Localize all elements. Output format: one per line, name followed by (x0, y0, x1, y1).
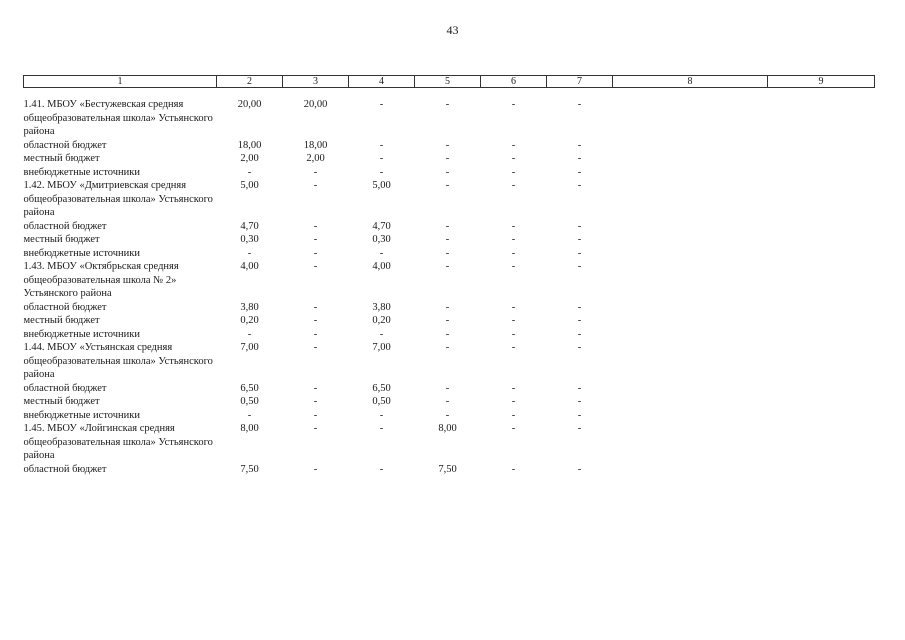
table-row (24, 88, 875, 139)
value-cell (768, 422, 875, 463)
value-cell (613, 220, 768, 234)
value-cell: - (313, 220, 318, 232)
value-cell: - (511, 463, 516, 475)
table-row (24, 179, 875, 220)
value-cell: - (511, 423, 516, 434)
value-cell: 5,00 (240, 180, 259, 191)
table-row (24, 301, 875, 315)
value-cell (768, 139, 875, 153)
value-cell: - (445, 342, 450, 353)
column-header: 7 (547, 76, 613, 88)
table-row (24, 341, 875, 382)
value-cell: - (379, 166, 384, 178)
value-cell: 18,00 (303, 139, 328, 151)
row-name-cell: областной бюджет (23, 139, 107, 151)
table-row (24, 260, 875, 301)
value-cell (613, 152, 768, 166)
value-cell: - (511, 220, 516, 232)
value-cell (613, 409, 768, 423)
column-header: 3 (283, 76, 349, 88)
table-row (24, 409, 875, 423)
value-cell: - (313, 166, 318, 178)
value-cell: - (511, 261, 516, 272)
value-cell: 20,00 (303, 99, 328, 110)
value-cell: - (313, 463, 318, 475)
value-cell: - (577, 301, 582, 313)
row-name-cell: местный бюджет (23, 153, 100, 164)
value-cell (768, 220, 875, 234)
value-cell: - (379, 139, 384, 151)
value-cell: - (511, 180, 516, 191)
value-cell (768, 382, 875, 396)
value-cell: - (247, 247, 252, 259)
value-cell: 6,50 (372, 382, 391, 394)
value-cell: 2,00 (240, 153, 259, 164)
row-name-cell: внебюджетные источники (23, 166, 141, 178)
table-row (24, 220, 875, 234)
value-cell: - (445, 153, 450, 164)
value-cell: 8,00 (240, 423, 259, 434)
value-cell: - (577, 247, 582, 259)
value-cell (613, 166, 768, 180)
value-cell: 2,00 (306, 153, 325, 164)
value-cell: - (577, 342, 582, 353)
value-cell: - (445, 247, 450, 259)
value-cell: - (313, 328, 318, 340)
value-cell: 6,50 (240, 382, 259, 394)
value-cell: - (445, 396, 450, 407)
value-cell: - (313, 423, 318, 434)
value-cell: - (577, 423, 582, 434)
column-header: 9 (768, 76, 875, 88)
table-row (24, 422, 875, 463)
value-cell (613, 328, 768, 342)
value-cell (613, 382, 768, 396)
value-cell (768, 179, 875, 220)
row-name-cell: внебюджетные источники (23, 328, 141, 340)
column-header: 2 (217, 76, 283, 88)
value-cell: 5,00 (372, 180, 391, 191)
column-header: 8 (613, 76, 768, 88)
value-cell: - (511, 166, 516, 178)
value-cell: - (379, 463, 384, 475)
value-cell: - (577, 328, 582, 340)
value-cell (613, 233, 768, 247)
value-cell: - (511, 153, 516, 164)
value-cell: 4,70 (240, 220, 259, 232)
value-cell (613, 247, 768, 261)
value-cell (768, 463, 875, 477)
value-cell: - (379, 247, 384, 259)
value-cell (768, 247, 875, 261)
value-cell: - (511, 382, 516, 394)
table-row (24, 328, 875, 342)
value-cell: - (445, 382, 450, 394)
row-name-cell: 1.41. МБОУ «Бестужевская средняя общеобразовательная школа» Устьянского района (23, 99, 213, 137)
budget-table (23, 75, 875, 476)
value-cell: - (577, 234, 582, 245)
value-cell (613, 395, 768, 409)
value-cell: 0,30 (372, 234, 391, 245)
table-row (24, 233, 875, 247)
value-cell: - (247, 328, 252, 340)
value-cell (768, 341, 875, 382)
value-cell: - (313, 234, 318, 245)
value-cell: - (445, 139, 450, 151)
value-cell: - (379, 99, 384, 110)
value-cell: - (511, 342, 516, 353)
value-cell: - (511, 409, 516, 421)
value-cell: 7,50 (438, 463, 457, 475)
value-cell: - (379, 153, 384, 164)
value-cell: - (577, 153, 582, 164)
value-cell: - (445, 315, 450, 326)
table-row (24, 382, 875, 396)
value-cell: - (577, 382, 582, 394)
value-cell (613, 260, 768, 301)
row-name-cell: внебюджетные источники (23, 409, 141, 421)
value-cell: 0,50 (372, 396, 391, 407)
value-cell (768, 166, 875, 180)
value-cell (613, 301, 768, 315)
value-cell (613, 88, 768, 139)
value-cell: - (445, 234, 450, 245)
value-cell: - (313, 409, 318, 421)
value-cell: - (247, 409, 252, 421)
value-cell: - (445, 328, 450, 340)
value-cell: - (511, 99, 516, 110)
value-cell (613, 179, 768, 220)
value-cell (768, 328, 875, 342)
row-name-cell: 1.45. МБОУ «Лойгинская средняя общеобразовательная школа» Устьянского района (23, 423, 213, 461)
value-cell (613, 422, 768, 463)
table-body (24, 88, 875, 477)
value-cell: 0,20 (240, 315, 259, 326)
value-cell: 4,70 (372, 220, 391, 232)
value-cell: - (577, 139, 582, 151)
value-cell: 0,30 (240, 234, 259, 245)
value-cell (768, 395, 875, 409)
value-cell (768, 152, 875, 166)
value-cell: 7,00 (240, 342, 259, 353)
value-cell: - (313, 382, 318, 394)
value-cell: - (511, 139, 516, 151)
value-cell: 20,00 (237, 99, 262, 110)
value-cell: - (577, 463, 582, 475)
row-name-cell: внебюджетные источники (23, 247, 141, 259)
row-name-cell: 1.43. МБОУ «Октябрьская средняя общеобразовательная школа № 2» Устьянского района (23, 261, 179, 299)
value-cell: - (577, 261, 582, 272)
table-row (24, 166, 875, 180)
table-row (24, 247, 875, 261)
value-cell: - (577, 166, 582, 178)
value-cell: - (445, 99, 450, 110)
column-header: 6 (481, 76, 547, 88)
value-cell: - (511, 247, 516, 259)
header-row (24, 76, 875, 88)
value-cell: - (577, 409, 582, 421)
value-cell: - (313, 342, 318, 353)
value-cell: - (511, 301, 516, 313)
value-cell: - (445, 220, 450, 232)
value-cell: - (511, 234, 516, 245)
row-name-cell: местный бюджет (23, 315, 100, 326)
row-name-cell: местный бюджет (23, 234, 100, 245)
table-row (24, 139, 875, 153)
value-cell (768, 314, 875, 328)
column-header: 4 (349, 76, 415, 88)
value-cell: 4,00 (240, 261, 259, 272)
value-cell: - (379, 409, 384, 421)
value-cell (613, 139, 768, 153)
value-cell: 0,50 (240, 396, 259, 407)
value-cell: - (511, 396, 516, 407)
row-name-cell: местный бюджет (23, 396, 100, 407)
value-cell: 3,80 (372, 301, 391, 313)
row-name-cell: 1.42. МБОУ «Дмитриевская средняя общеобразовательная школа» Устьянского района (23, 180, 213, 218)
value-cell: - (445, 166, 450, 178)
value-cell: 7,50 (240, 463, 259, 475)
value-cell: - (445, 409, 450, 421)
value-cell: - (313, 247, 318, 259)
value-cell (768, 233, 875, 247)
row-name-cell: областной бюджет (23, 463, 107, 475)
value-cell: - (445, 301, 450, 313)
value-cell: - (247, 166, 252, 178)
value-cell (613, 314, 768, 328)
value-cell: 0,20 (372, 315, 391, 326)
value-cell: 3,80 (240, 301, 259, 313)
value-cell: - (577, 99, 582, 110)
value-cell: 7,00 (372, 342, 391, 353)
table-row (24, 463, 875, 477)
column-header: 5 (415, 76, 481, 88)
value-cell: - (313, 180, 318, 191)
table-row (24, 395, 875, 409)
value-cell: - (511, 315, 516, 326)
value-cell (768, 88, 875, 139)
value-cell: - (379, 328, 384, 340)
value-cell: - (313, 315, 318, 326)
page-number: 43 (446, 23, 459, 37)
value-cell: - (577, 180, 582, 191)
value-cell: - (313, 261, 318, 272)
value-cell: 18,00 (237, 139, 262, 151)
value-cell: - (577, 220, 582, 232)
table-row (24, 314, 875, 328)
value-cell (613, 341, 768, 382)
value-cell: - (445, 180, 450, 191)
column-header: 1 (24, 76, 217, 88)
value-cell: - (445, 261, 450, 272)
value-cell: - (379, 423, 384, 434)
value-cell: 8,00 (438, 423, 457, 434)
row-name-cell: областной бюджет (23, 301, 107, 313)
row-name-cell: областной бюджет (23, 220, 107, 232)
value-cell (768, 301, 875, 315)
table-row (24, 152, 875, 166)
value-cell: 4,00 (372, 261, 391, 272)
value-cell (768, 260, 875, 301)
value-cell: - (577, 396, 582, 407)
value-cell: - (511, 328, 516, 340)
value-cell (768, 409, 875, 423)
value-cell: - (313, 396, 318, 407)
value-cell (613, 463, 768, 477)
value-cell: - (313, 301, 318, 313)
row-name-cell: областной бюджет (23, 382, 107, 394)
value-cell: - (577, 315, 582, 326)
row-name-cell: 1.44. МБОУ «Устьянская средняя общеобразовательная школа» Устьянского района (23, 342, 213, 380)
